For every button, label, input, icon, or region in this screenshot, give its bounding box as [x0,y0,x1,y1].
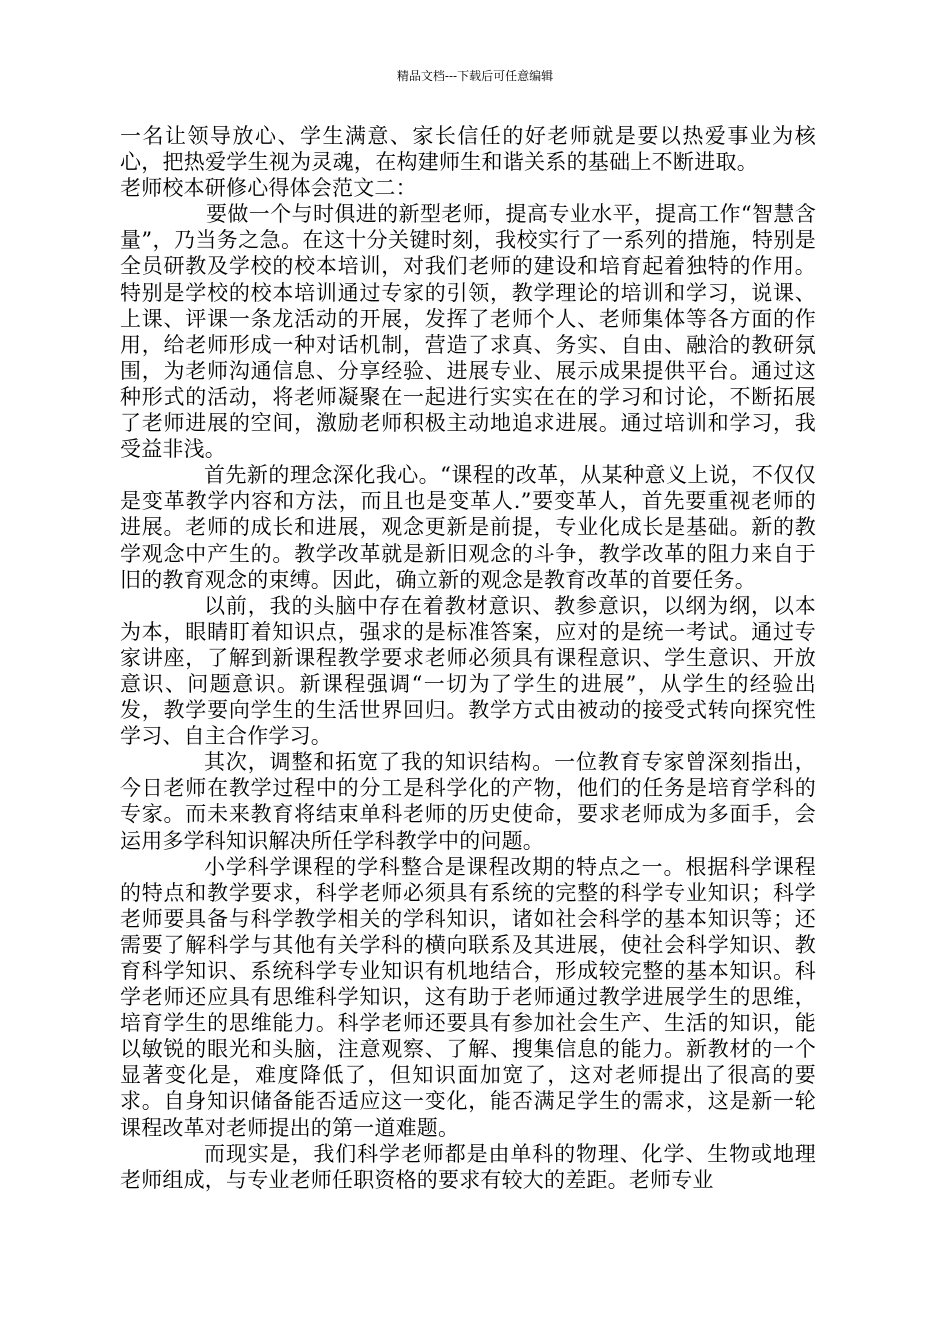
intro-paragraph [120,123,816,201]
section-title: 老师校本研修心得体会范文二： [120,176,417,201]
paragraph-4: 其次，调整和拓宽了我的知识结构。一位教育专家曾深刻指出，今日老师在教学过程中的分工是科学化的产物，他们的任务是培育学科的专家。而未来教育将结束单科老师的历史使命，要求老师成为多面手，会运用多学科知识解决所任学科教学中的问题。 [120,750,816,853]
paragraph-3: 以前，我的头脑中存在着教材意识、教参意识，以纲为纲，以本为本，眼睛盯着知识点，强求的是标准答案，应对的是统一考试。通过专家讲座，了解到新课程教学要求老师必须具有课程意识、学生意识、开放意识、问题意识。新课程强调“一切为了学生的进展”，从学生的经验出发，教学要向学生的生活世界回归。教学方式由被动的接受式转向探究性学习、自主合作学习。 [120,593,816,749]
paragraph-5: 小学科学课程的学科整合是课程改期的特点之一。根据科学课程的特点和教学要求，科学老师必须具有系统的完整的科学专业知识；科学老师要具备与科学教学相关的学科知识，诸如社会科学的基本知识等；还需要了解科学与其他有关学科的横向联系及其进展，使社会科学知识、教育科学知识、系统科学专业知识有机地结合，形成较完整的基本知识。科学老师还应具有思维科学知识，这有助于老师通过教学进展学生的思维，培育学生的思维能力。科学老师还要具有参加社会生产、生活的知识，能以敏锐的眼光和头脑，注意观察、了解、搜集信息的能力。新教材的一个显著变化是，难度降低了，但知识面加宽了，这对老师提出了很高的要求。自身知识储备能否适应这一变化，能否满足学生的需求，这是新一轮课程改革对老师提出的第一道难题。 [120,854,816,1140]
intro-line: 一名让领导放心、学生满意、家长信任的好老师就是要以热爱事业为核心，把热爱学生视为灵魂，在构建师生和谐关系的基础上不断进取。 [120,124,816,175]
paragraph-6: 而现实是，我们科学老师都是由单科的物理、化学、生物或地理老师组成，与专业老师任职资格的要求有较大的差距。老师专业 [120,1141,816,1192]
paragraph-1: 要做一个与时俱进的新型老师，提高专业水平，提高工作“智慧含量”，乃当务之急。在这十分关键时刻，我校实行了一系列的措施，特别是全员研教及学校的校本培训，对我们老师的建设和培育起着独特的作用。特别是学校的校本培训通过专家的引领，教学理论的培训和学习，说课、上课、评课一条龙活动的开展，发挥了老师个人、老师集体等各方面的作用，给老师形成一种对话机制，营造了求真、务实、自由、融洽的教研氛围，为老师沟通信息、分享经验、进展专业、展示成果提供平台。通过这种形式的活动，将老师凝聚在一起进行实实在在的学习和讨论，不断拓展了老师进展的空间，激励老师积极主动地追求进展。通过培训和学习，我受益非浅。 [120,202,816,462]
paragraph-2: 首先新的理念深化我心。“课程的改革，从某种意义上说，不仅仅是变革教学内容和方法，而且也是变革人.”要变革人，首先要重视老师的进展。老师的成长和进展，观念更新是前提，专业化成长是基础。新的教学观念中产生的。教学改革就是新旧观念的斗争，教学改革的阻力来自于旧的教育观念的束缚。因此，确立新的观念是教育改革的首要任务。 [120,463,816,592]
page-header: 精品文档---下载后可任意编辑 [396,69,554,83]
document-body [120,123,816,1193]
